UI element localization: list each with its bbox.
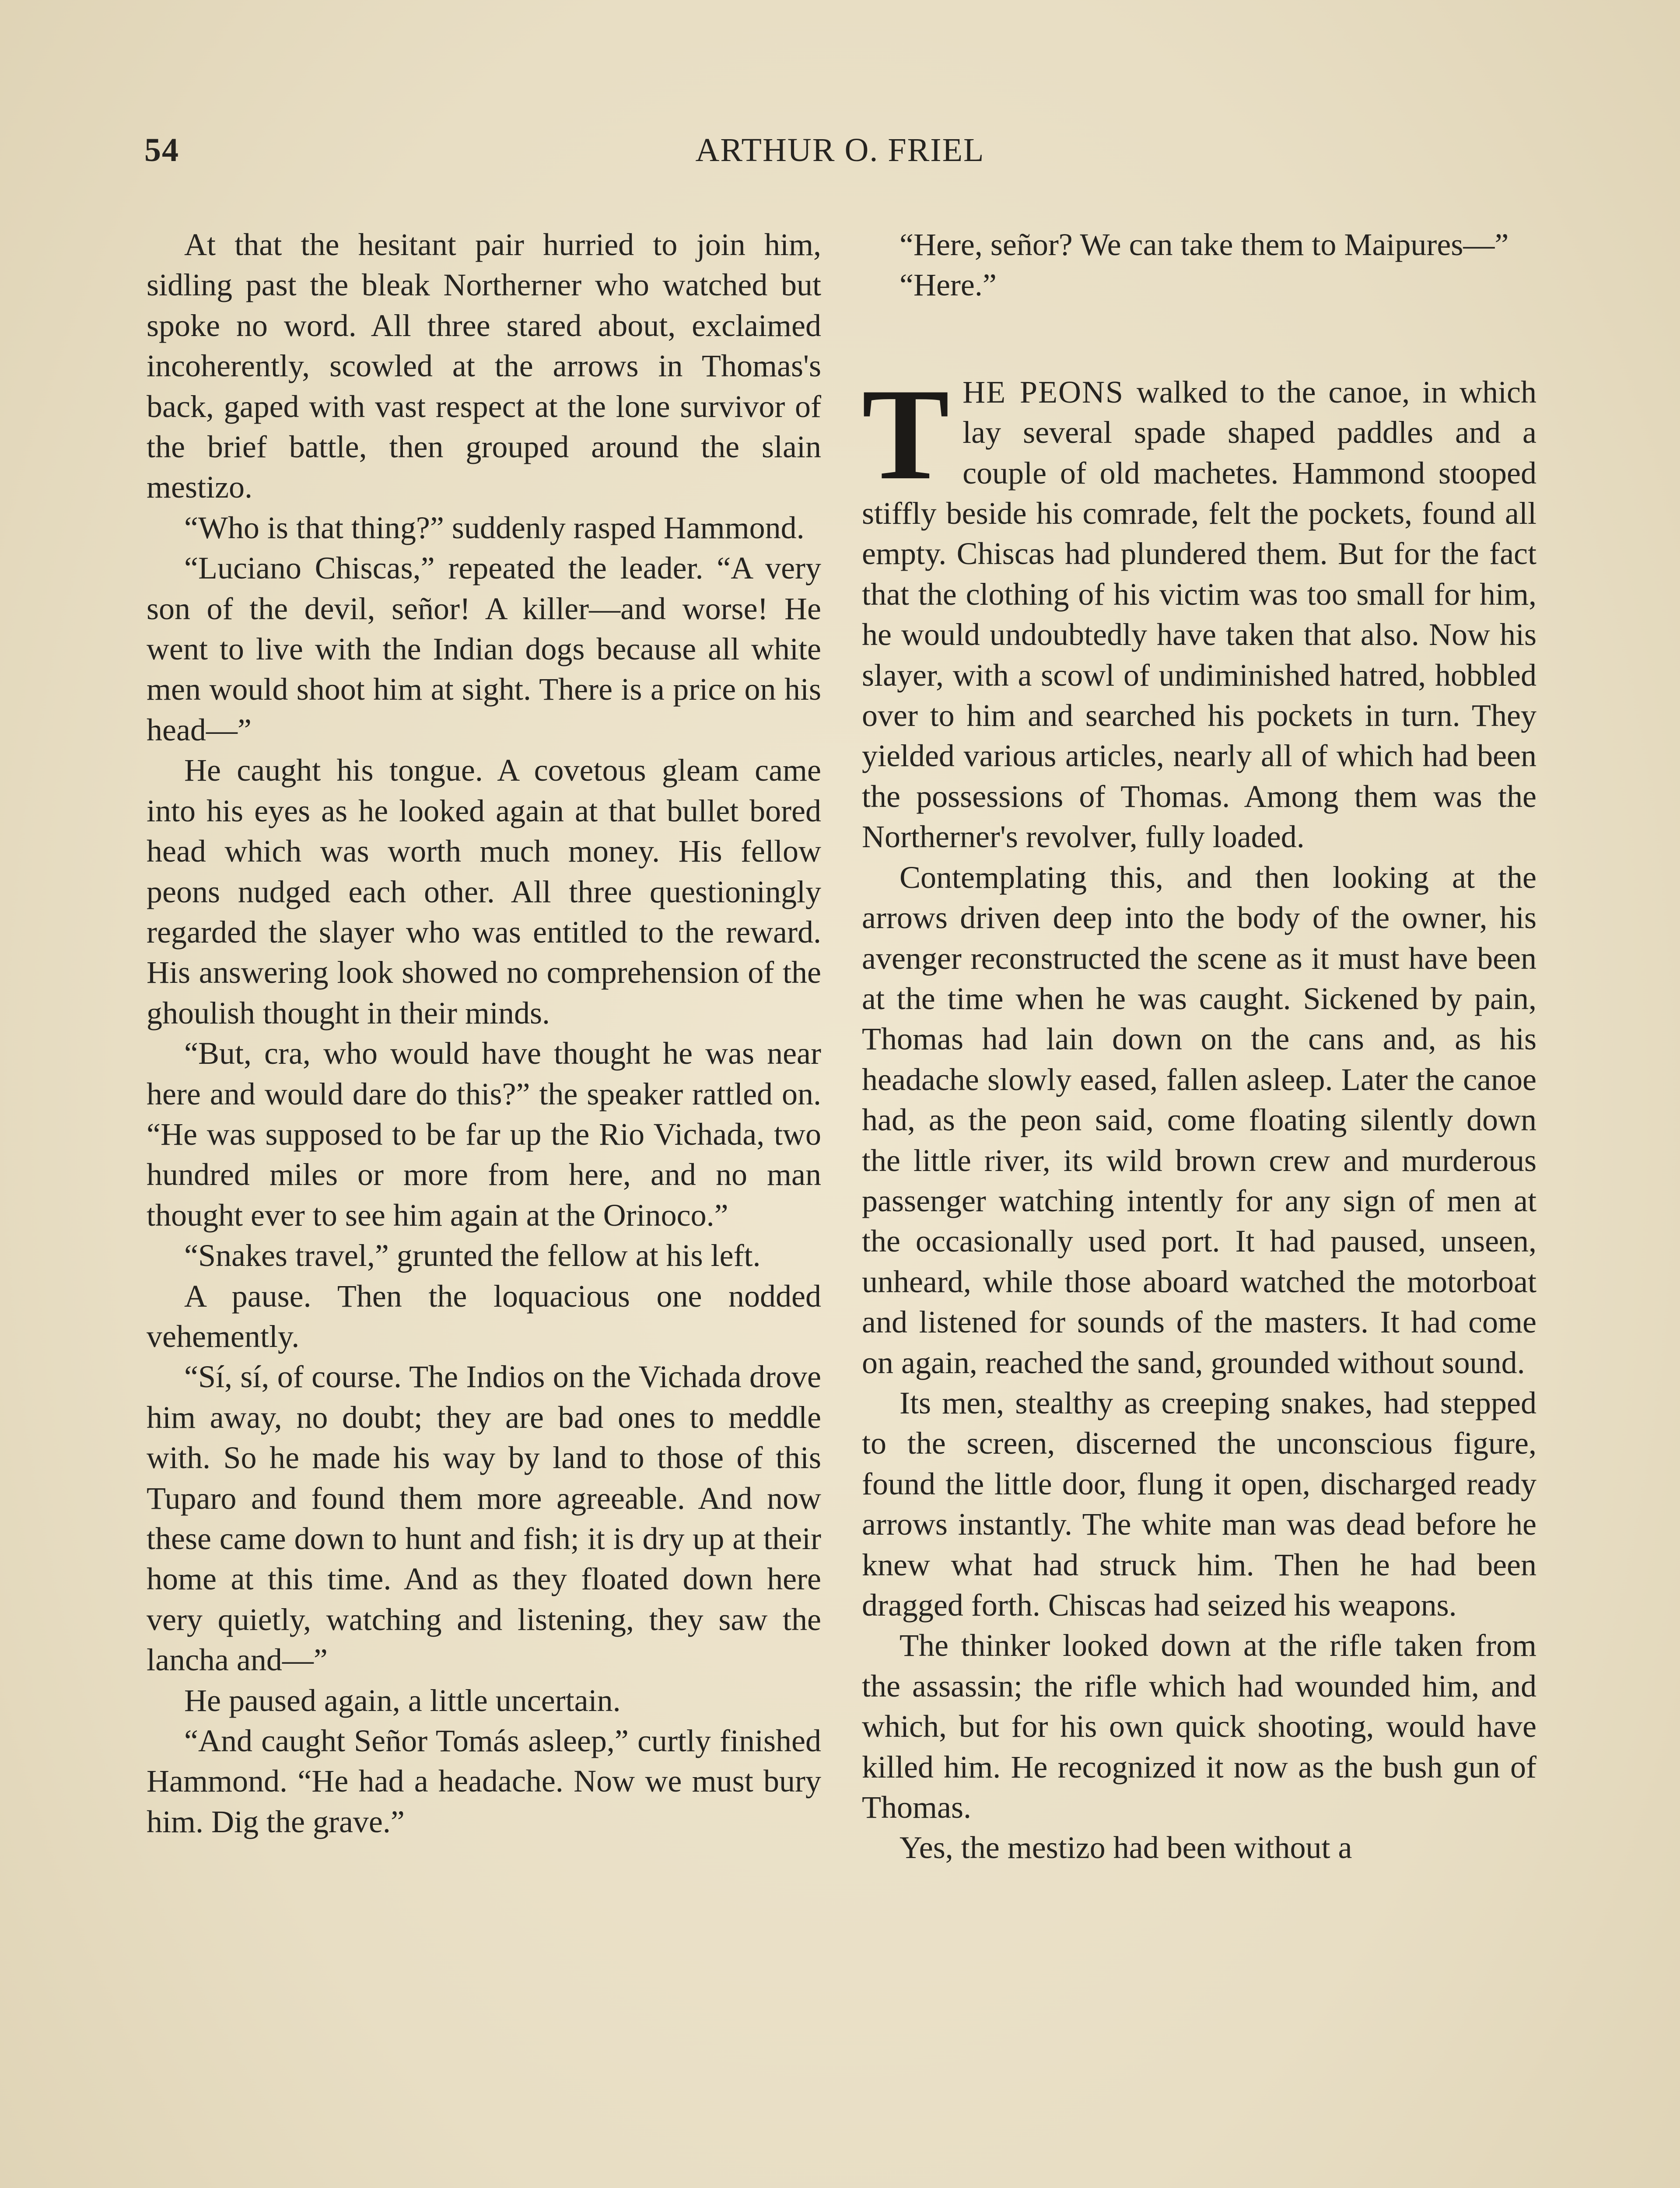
page-header: [144, 131, 1536, 179]
small-caps-lead: HE PEONS: [962, 374, 1124, 410]
paragraph: “Sí, sí, of course. The Indios on the Vichada drove him away, no doubt; they are bad ones to meddle with. So he made his way by land to those of this Tuparo and found them more agreeable. And now these came down to hunt and fish; it is dry up at their home at this time. And as they floated down here very quietly, watching and listening, they saw the lancha and—”: [147, 1359, 821, 1678]
paragraph-text: walked to the canoe, in which lay several spade shaped paddles and a couple of old machetes. Hammond stooped stiffly beside his comrade, felt the pockets, found all empty. Chiscas had plundered them. But for the fact that the clothing of his victim was too small for him, he would undoubtedly have taken that also. Now his slayer, with a scowl of undiminished hatred, hobbled over to him and searched his pockets in turn. They yielded various articles, nearly all of which had been the possessions of Thomas. Among them was the Northerner's revolver, fully loaded.: [862, 374, 1536, 855]
paragraph: “Snakes travel,” grunted the fellow at his left.: [184, 1238, 761, 1273]
drop-cap: T: [862, 361, 950, 507]
paragraph: Contemplating this, and then looking at the arrows driven deep into the body of the owner, his avenger reconstructed the scene as it must have been at the time when he was caught. Sickened by pain, Thomas had lain down on the cans and, as his headache slowly eased, fallen asleep. Later the canoe had, as the peon said, come floating silently down the little river, its wild brown crew and murderous passenger watching intently for any sign of men at the occasionally used port. It had paused, unseen, unheard, while those aboard watched the motorboat and listened for sounds of the masters. It had come on again, reached the sand, grounded without sound.: [862, 859, 1536, 1380]
paragraph: A pause. Then the loquacious one nodded vehemently.: [147, 1278, 821, 1354]
paragraph: The thinker looked down at the rifle taken from the assassin; the rifle which had wounded him, and which, but for his own quick shooting, would have killed him. He recognized it now as the bush gun of Thomas.: [862, 1628, 1536, 1825]
left-column: [147, 224, 821, 1842]
paragraph: He paused again, a little uncertain.: [184, 1683, 621, 1718]
paragraph: He caught his tongue. A covetous gleam came into his eyes as he looked again at that bullet bored head which was worth much money. His fellow peons nudged each other. All three questioningly regarded the slayer who was entitled to the reward. His answering look showed no comprehension of the ghoulish thought in their minds.: [147, 753, 821, 1031]
paragraph: At that the hesitant pair hurried to join him, sidling past the bleak Northerner who watched but spoke no word. All three stared about, exclaimed incoherently, scowled at the arrows in Thomas's back, gaped with vast respect at the lone survivor of the brief battle, then grouped around the slain mestizo.: [147, 227, 821, 505]
paragraph: “Luciano Chiscas,” repeated the leader. “A very son of the devil, señor! A killer—and worse! He went to live with the Indian dogs because all white men would shoot him at sight. There is a price on his head—”: [147, 551, 821, 747]
paragraph: Its men, stealthy as creeping snakes, had stepped to the screen, discerned the unconscious figure, found the little door, flung it open, discharged ready arrows instantly. The white man was dead before he knew what had struck him. Then he had been dragged forth. Chiscas had seized his weapons.: [862, 1385, 1536, 1623]
paragraph: “Here.”: [900, 267, 997, 303]
paragraph: “And caught Señor Tomás asleep,” curtly finished Hammond. “He had a headache. Now we must bury him. Dig the grave.”: [147, 1723, 821, 1839]
section-opening-paragraph: [862, 361, 1536, 857]
paragraph: “Who is that thing?” suddenly rasped Hammond.: [184, 510, 805, 545]
paragraph: “Here, señor? We can take them to Maipures—”: [900, 227, 1509, 262]
right-column: [862, 224, 1536, 1868]
page-number: 54: [144, 132, 179, 168]
paragraph: “But, cra, who would have thought he was near here and would dare do this?” the speaker rattled on. “He was supposed to be far up the Rio Vichada, two hundred miles or more from here, and no man thought ever to see him again at the Orinoco.”: [147, 1036, 821, 1233]
running-head: ARTHUR O. FRIEL: [695, 132, 985, 168]
paragraph: Yes, the mestizo had been without a: [900, 1830, 1352, 1865]
